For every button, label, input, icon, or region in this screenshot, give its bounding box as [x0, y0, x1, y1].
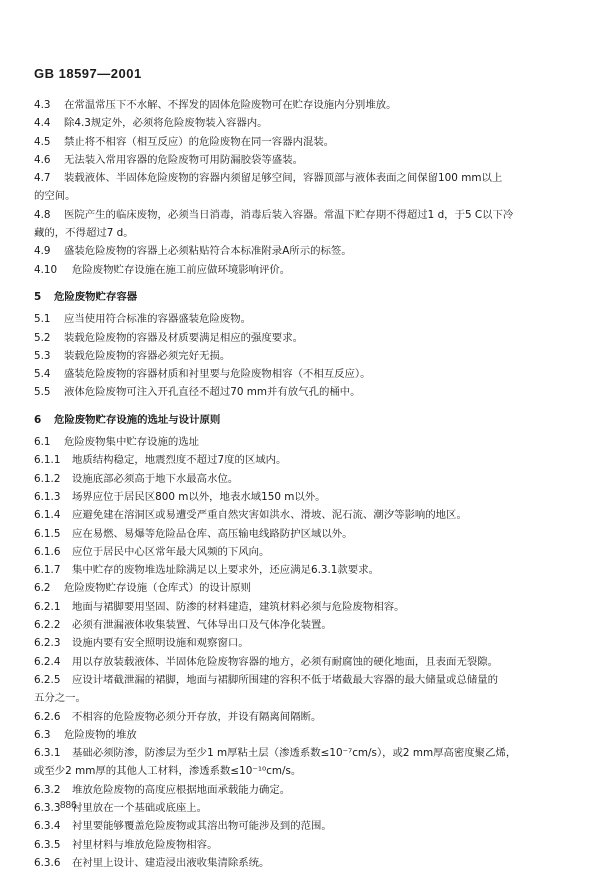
clause-text: 衬里放在一个基础或底座上。	[72, 801, 208, 814]
clause-number: 6	[34, 413, 42, 426]
clause-number: 6.3.2	[34, 783, 61, 796]
clause-text: 衬里要能够覆盖危险废物或其溶出物可能涉及到的范围。	[72, 820, 332, 833]
clause-continuation: 藏的，不得超过7 d。	[34, 227, 134, 240]
clause-number: 6.2.4	[34, 655, 61, 668]
clause-continuation: 五分之一。	[34, 692, 86, 705]
clause	[34, 799, 574, 817]
clause-text: 在衬里上设计、建造浸出液收集清除系统。	[72, 856, 270, 869]
clause	[34, 525, 574, 543]
clause	[34, 836, 574, 854]
clause-number: 6.2.2	[34, 619, 61, 632]
clause-text: 医院产生的临床废物，必须当日消毒，消毒后装入容器。常温下贮存期不得超过1 d，于5 C以下冷	[64, 208, 514, 221]
clause-text: 除4.3规定外，必须将危险废物装入容器内。	[64, 117, 268, 130]
clause	[34, 383, 574, 401]
clause-text: 危险废物贮存设施（仓库式）的设计原则	[64, 582, 252, 595]
clause-text: 用以存放装载液体、半固体危险废物容器的地方，必须有耐腐蚀的硬化地面，且表面无裂隙。	[72, 655, 499, 668]
clause-number: 6.1.3	[34, 490, 61, 503]
clause	[34, 242, 574, 260]
clause-number: 4.3	[34, 99, 51, 111]
clause-text: 盛装危险废物的容器材质和衬里要与危险废物相容（不相互反应）。	[64, 368, 371, 381]
clause	[34, 206, 574, 243]
clause	[34, 114, 574, 132]
clause	[34, 347, 574, 365]
clause-number: 4.5	[34, 135, 51, 148]
clause-number: 4.6	[34, 153, 51, 166]
clause-text: 堆放危险废物的高度应根据地面承载能力确定。	[72, 783, 291, 796]
clause-number: 5.1	[34, 313, 51, 326]
clause-text: 无法装入常用容器的危险废物可用防漏胶袋等盛装。	[64, 153, 303, 166]
section-title: 危险废物贮存设施的选址与设计原则	[54, 413, 221, 426]
clause	[34, 169, 574, 206]
clause-number: 5	[34, 290, 42, 303]
clause	[34, 561, 574, 579]
clause-text: 盛装危险废物的容器上必须粘贴符合本标准附录A所示的标签。	[64, 245, 352, 258]
clause-text: 禁止将不相容（相互反应）的危险废物在同一容器内混装。	[64, 135, 335, 148]
clause-text: 地质结构稳定，地震烈度不超过7度的区域内。	[72, 454, 287, 467]
clause	[34, 310, 574, 328]
clause-number: 6.1	[34, 436, 51, 449]
clause-number: 6.1.2	[34, 472, 61, 485]
clause	[34, 329, 574, 347]
clause-continuation: 的空间。	[34, 190, 76, 203]
clause-number: 6.3.6	[34, 856, 61, 869]
clause	[34, 133, 574, 151]
clause	[34, 854, 574, 872]
clause-text: 设施底部必须高于地下水最高水位。	[72, 472, 239, 485]
clause	[34, 817, 574, 835]
clause-number: 6.2.5	[34, 673, 61, 686]
clause-number: 6.2.1	[34, 600, 61, 613]
clause-text: 应设计堵截泄漏的裙脚，地面与裙脚所围建的容积不低于堵截最大容器的最大储量或总储量的	[72, 673, 499, 686]
clause-number: 6.3.4	[34, 820, 61, 833]
clause-number: 5.5	[34, 386, 51, 399]
clause-text: 场界应位于居民区800 m以外，地表水域150 m以外。	[72, 490, 326, 503]
clause	[34, 365, 574, 383]
clause-text: 基础必须防渗，防渗层为至少1 m厚粘土层（渗透系数≤10⁻⁷cm/s），或2 mm厚高密度聚乙烯，	[72, 747, 517, 760]
clause	[34, 488, 574, 506]
clause	[34, 506, 574, 524]
clause-number: 4.10	[34, 263, 58, 276]
clause-text: 应避免建在溶洞区或易遭受严重自然灾害如洪水、滑坡、泥石流、潮汐等影响的地区。	[72, 509, 467, 522]
clause	[34, 634, 574, 652]
clause-number: 4.4	[34, 117, 51, 130]
clause-number: 6.1.4	[34, 509, 61, 522]
clause	[34, 616, 574, 634]
clause-number: 4.7	[34, 172, 51, 185]
clause-text: 应当使用符合标准的容器盛装危险废物。	[64, 313, 252, 326]
clause-text: 设施内要有安全照明设施和观察窗口。	[72, 637, 249, 650]
clause-text: 危险废物集中贮存设施的选址	[64, 436, 200, 449]
clause-text: 装载液体、半固体危险废物的容器内须留足够空间，容器顶部与液体表面之间保留100 mm以上	[64, 172, 503, 185]
clause-text: 地面与裙脚要用坚固、防渗的材料建造，建筑材料必须与危险废物相容。	[72, 600, 405, 613]
clause-number: 5.4	[34, 368, 51, 381]
clause-text: 液体危险废物可注入开孔直径不超过70 mm并有放气孔的桶中。	[64, 386, 361, 399]
clause-number: 6.1.6	[34, 545, 61, 558]
clause	[34, 598, 574, 616]
clause-text: 危险废物的堆放	[64, 728, 137, 741]
clause	[34, 653, 574, 671]
clause	[34, 671, 574, 708]
clause-text: 应位于居民中心区常年最大风频的下风向。	[72, 545, 270, 558]
clause-continuation: 或至少2 mm厚的其他人工材料，渗透系数≤10⁻¹⁰cm/s。	[34, 765, 302, 778]
clause-number: 6.1.1	[34, 454, 61, 467]
clause-text: 必须有泄漏液体收集装置、气体导出口及气体净化装置。	[72, 619, 332, 632]
clause	[34, 744, 574, 781]
clause	[34, 781, 574, 799]
section-heading	[34, 288, 574, 306]
clause-text: 危险废物贮存设施在施工前应做环境影响评价。	[72, 263, 291, 276]
document-body	[34, 96, 574, 872]
page-number: 886	[60, 800, 77, 811]
clause-text: 不相容的危险废物必须分开存放，并设有隔离间隔断。	[72, 710, 322, 723]
clause-text: 在常温常压下不水解、不挥发的固体危险废物可在贮存设施内分别堆放。	[64, 99, 397, 111]
section-title: 危险废物贮存容器	[54, 290, 138, 303]
clause-number: 4.9	[34, 245, 51, 258]
section-heading	[34, 411, 574, 429]
clause-number: 6.1.5	[34, 527, 61, 540]
clause-number: 6.3.3	[34, 801, 61, 814]
standard-code-header: GB 18597—2001	[34, 66, 142, 81]
clause	[34, 151, 574, 169]
clause-number: 6.1.7	[34, 564, 61, 577]
clause-text: 应在易燃、易爆等危险品仓库、高压输电线路防护区域以外。	[72, 527, 353, 540]
clause	[34, 96, 574, 114]
clause	[34, 451, 574, 469]
clause	[34, 579, 574, 597]
clause-number: 6.3	[34, 728, 51, 741]
clause	[34, 726, 574, 744]
clause	[34, 543, 574, 561]
clause-text: 装载危险废物的容器及材质要满足相应的强度要求。	[64, 331, 303, 344]
clause	[34, 470, 574, 488]
clause	[34, 433, 574, 451]
clause-text: 衬里材料与堆放危险废物相容。	[72, 838, 218, 851]
clause-number: 6.3.1	[34, 747, 61, 760]
clause	[34, 261, 574, 279]
clause-number: 5.3	[34, 349, 51, 362]
clause-number: 5.2	[34, 331, 51, 344]
clause-number: 4.8	[34, 208, 51, 221]
clause-number: 6.3.5	[34, 838, 61, 851]
clause	[34, 708, 574, 726]
clause-number: 6.2.3	[34, 637, 61, 650]
clause-text: 装载危险废物的容器必须完好无损。	[64, 349, 231, 362]
clause-number: 6.2.6	[34, 710, 61, 723]
clause-number: 6.2	[34, 582, 51, 595]
clause-text: 集中贮存的废物堆选址除满足以上要求外，还应满足6.3.1款要求。	[72, 564, 379, 577]
